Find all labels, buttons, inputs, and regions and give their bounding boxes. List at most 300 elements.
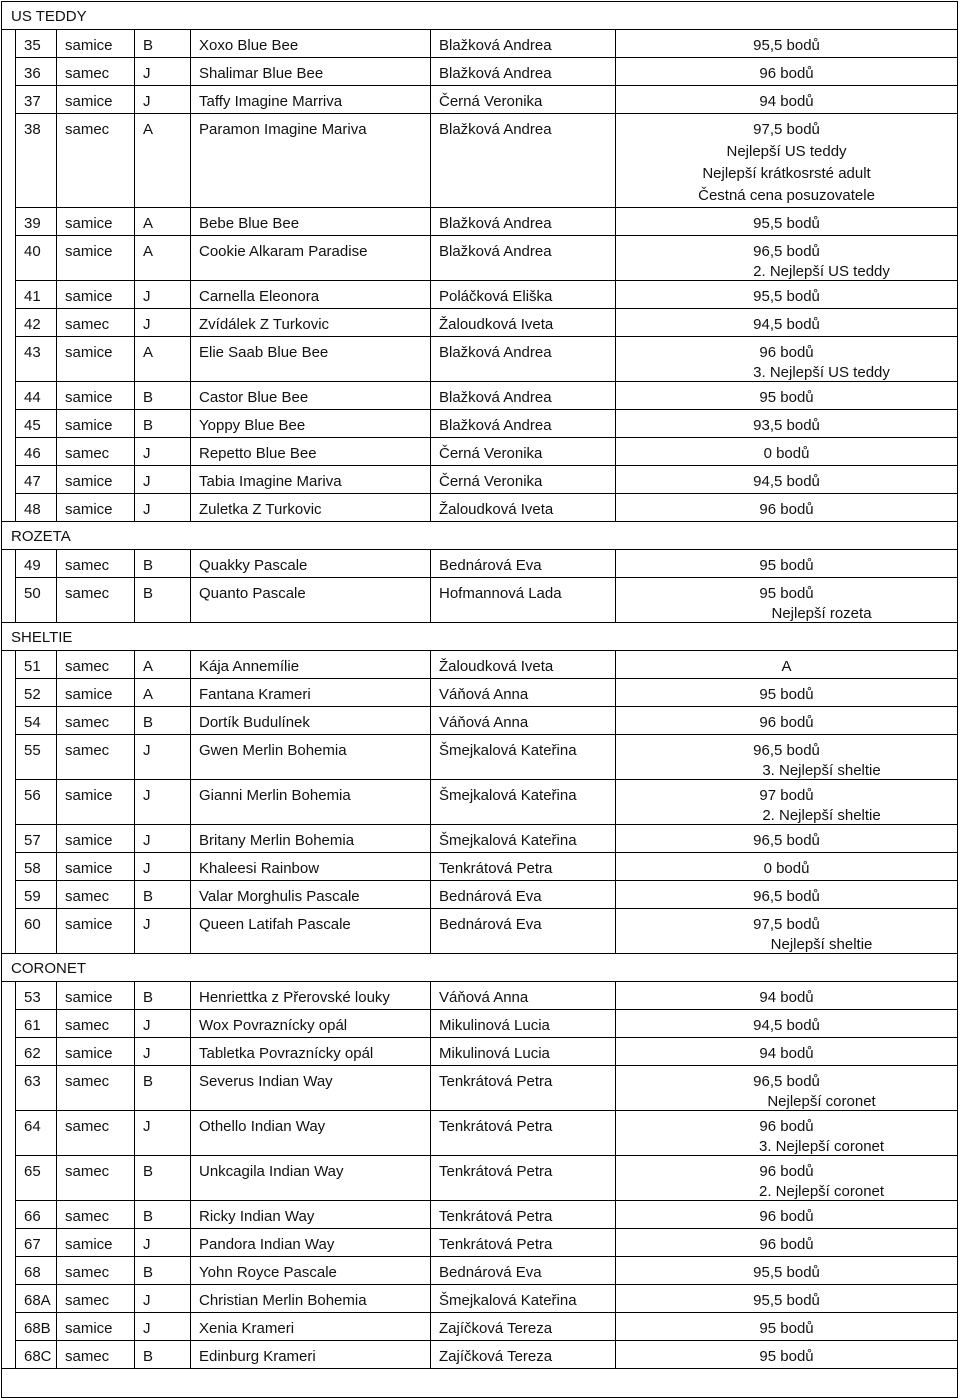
animal-name: Cookie Alkaram Paradise <box>191 236 431 281</box>
table-row <box>2 438 958 466</box>
animal-name: Carnella Eleonora <box>191 281 431 309</box>
indent-cell <box>2 909 16 954</box>
owner-name: Tenkrátová Petra <box>431 1156 616 1201</box>
entry-number: 58 <box>16 853 57 881</box>
sex-cell: samice <box>57 86 135 114</box>
result-cell <box>616 982 958 1010</box>
class-cell: J <box>135 466 191 494</box>
result-cell <box>616 679 958 707</box>
indent-cell <box>2 309 16 337</box>
animal-name: Repetto Blue Bee <box>191 438 431 466</box>
result-cell <box>616 236 958 281</box>
entry-number: 38 <box>16 114 57 208</box>
result-cell <box>616 825 958 853</box>
class-cell: B <box>135 1341 191 1369</box>
sex-cell: samec <box>57 1257 135 1285</box>
sex-cell: samice <box>57 825 135 853</box>
animal-name: Christian Merlin Bohemia <box>191 1285 431 1313</box>
score-text: 96,5 bodů <box>753 1073 820 1090</box>
class-cell: J <box>135 86 191 114</box>
owner-name: Tenkrátová Petra <box>431 1201 616 1229</box>
entry-number: 68A <box>16 1285 57 1313</box>
award-text: Nejlepší coronet <box>767 1093 876 1110</box>
indent-cell <box>2 1201 16 1229</box>
sex-cell: samec <box>57 58 135 86</box>
sex-cell: samec <box>57 550 135 578</box>
award-text: Nejlepší sheltie <box>770 936 873 953</box>
entry-number: 45 <box>16 410 57 438</box>
score-text: 94,5 bodů <box>753 1017 820 1034</box>
entry-number: 44 <box>16 382 57 410</box>
entry-number: 35 <box>16 30 57 58</box>
table-row <box>2 382 958 410</box>
table-row <box>2 578 958 623</box>
owner-name: Šmejkalová Kateřina <box>431 735 616 780</box>
owner-name: Váňová Anna <box>431 707 616 735</box>
score-text: 96,5 bodů <box>753 832 820 849</box>
table-row <box>2 1341 958 1369</box>
sex-cell: samice <box>57 466 135 494</box>
entry-number: 51 <box>16 651 57 679</box>
score-text: 96,5 bodů <box>753 742 820 759</box>
owner-name: Šmejkalová Kateřina <box>431 1285 616 1313</box>
result-cell <box>616 578 958 623</box>
class-cell: B <box>135 982 191 1010</box>
owner-name: Poláčková Eliška <box>431 281 616 309</box>
score-text: 97,5 bodů <box>753 121 820 138</box>
entry-number: 39 <box>16 208 57 236</box>
result-cell <box>616 309 958 337</box>
class-cell: B <box>135 30 191 58</box>
sex-cell: samec <box>57 1010 135 1038</box>
animal-name: Xoxo Blue Bee <box>191 30 431 58</box>
score-text: 94,5 bodů <box>753 316 820 333</box>
entry-number: 46 <box>16 438 57 466</box>
owner-name: Váňová Anna <box>431 982 616 1010</box>
owner-name: Bednárová Eva <box>431 909 616 954</box>
entry-number: 62 <box>16 1038 57 1066</box>
table-row <box>2 208 958 236</box>
animal-name: Kája Annemílie <box>191 651 431 679</box>
indent-cell <box>2 1038 16 1066</box>
animal-name: Queen Latifah Pascale <box>191 909 431 954</box>
class-cell: J <box>135 1313 191 1341</box>
table-row <box>2 466 958 494</box>
indent-cell <box>2 30 16 58</box>
sex-cell: samice <box>57 780 135 825</box>
award-text: 3. Nejlepší sheltie <box>762 762 881 779</box>
owner-name: Bednárová Eva <box>431 881 616 909</box>
owner-name: Černá Veronika <box>431 466 616 494</box>
table-row <box>2 679 958 707</box>
section-title: SHELTIE <box>2 623 958 651</box>
score-text: A <box>781 658 792 675</box>
sex-cell: samec <box>57 1111 135 1156</box>
animal-name: Ricky Indian Way <box>191 1201 431 1229</box>
score-text: 96 bodů <box>759 1236 814 1253</box>
animal-name: Shalimar Blue Bee <box>191 58 431 86</box>
animal-name: Fantana Krameri <box>191 679 431 707</box>
class-cell: J <box>135 309 191 337</box>
indent-cell <box>2 86 16 114</box>
owner-name: Tenkrátová Petra <box>431 853 616 881</box>
score-text: 97,5 bodů <box>753 916 820 933</box>
indent-cell <box>2 982 16 1010</box>
owner-name: Blažková Andrea <box>431 114 616 208</box>
table-row <box>2 1156 958 1201</box>
results-table-body <box>2 2 958 1398</box>
class-cell: A <box>135 208 191 236</box>
indent-cell <box>2 853 16 881</box>
entry-number: 66 <box>16 1201 57 1229</box>
score-text: 96 bodů <box>759 344 814 361</box>
animal-name: Xenia Krameri <box>191 1313 431 1341</box>
sex-cell: samec <box>57 707 135 735</box>
entry-number: 40 <box>16 236 57 281</box>
animal-name: Zuletka Z Turkovic <box>191 494 431 522</box>
entry-number: 59 <box>16 881 57 909</box>
indent-cell <box>2 1229 16 1257</box>
score-text: 94 bodů <box>759 93 814 110</box>
sex-cell: samice <box>57 1038 135 1066</box>
indent-cell <box>2 438 16 466</box>
table-row <box>2 982 958 1010</box>
result-cell <box>616 651 958 679</box>
entry-number: 49 <box>16 550 57 578</box>
table-row <box>2 337 958 382</box>
score-text: 96 bodů <box>759 65 814 82</box>
entry-number: 50 <box>16 578 57 623</box>
class-cell: A <box>135 236 191 281</box>
table-row <box>2 281 958 309</box>
sex-cell: samec <box>57 309 135 337</box>
animal-name: Yohn Royce Pascale <box>191 1257 431 1285</box>
owner-name: Bednárová Eva <box>431 1257 616 1285</box>
owner-name: Tenkrátová Petra <box>431 1066 616 1111</box>
result-cell <box>616 1201 958 1229</box>
score-text: 96 bodů <box>759 1163 814 1180</box>
score-text: 93,5 bodů <box>753 417 820 434</box>
award-text: 3. Nejlepší US teddy <box>753 364 890 381</box>
score-text: 95 bodů <box>759 585 814 602</box>
award-text: 2. Nejlepší sheltie <box>762 807 881 824</box>
score-text: 95 bodů <box>759 1348 814 1365</box>
class-cell: B <box>135 881 191 909</box>
animal-name: Quanto Pascale <box>191 578 431 623</box>
indent-cell <box>2 1156 16 1201</box>
owner-name: Žaloudková Iveta <box>431 651 616 679</box>
class-cell: B <box>135 1066 191 1111</box>
animal-name: Severus Indian Way <box>191 1066 431 1111</box>
animal-name: Tabia Imagine Mariva <box>191 466 431 494</box>
owner-name: Žaloudková Iveta <box>431 494 616 522</box>
class-cell: J <box>135 438 191 466</box>
sex-cell: samec <box>57 881 135 909</box>
entry-number: 43 <box>16 337 57 382</box>
indent-cell <box>2 1285 16 1313</box>
class-cell: A <box>135 679 191 707</box>
sex-cell: samice <box>57 410 135 438</box>
result-cell <box>616 208 958 236</box>
animal-name: Henriettka z Přerovské louky <box>191 982 431 1010</box>
score-text: 95 bodů <box>759 389 814 406</box>
table-row <box>2 780 958 825</box>
sex-cell: samec <box>57 1285 135 1313</box>
animal-name: Unkcagila Indian Way <box>191 1156 431 1201</box>
indent-cell <box>2 236 16 281</box>
sex-cell: samec <box>57 578 135 623</box>
sex-cell: samice <box>57 382 135 410</box>
award-text: 2. Nejlepší coronet <box>758 1183 885 1200</box>
indent-cell <box>2 1010 16 1038</box>
result-cell <box>616 707 958 735</box>
section-header-row <box>2 522 958 550</box>
score-text: 0 bodů <box>763 860 810 877</box>
score-text: 97 bodů <box>759 787 814 804</box>
entry-number: 47 <box>16 466 57 494</box>
result-cell <box>616 1313 958 1341</box>
indent-cell <box>2 410 16 438</box>
indent-cell <box>2 735 16 780</box>
section-title: US TEDDY <box>2 2 958 30</box>
class-cell: J <box>135 735 191 780</box>
entry-number: 36 <box>16 58 57 86</box>
animal-name: Gwen Merlin Bohemia <box>191 735 431 780</box>
table-row <box>2 58 958 86</box>
results-table <box>1 1 958 1398</box>
owner-name: Blažková Andrea <box>431 30 616 58</box>
animal-name: Quakky Pascale <box>191 550 431 578</box>
score-text: 96 bodů <box>759 1208 814 1225</box>
score-text: 95,5 bodů <box>753 288 820 305</box>
class-cell: J <box>135 494 191 522</box>
entry-number: 68B <box>16 1313 57 1341</box>
sex-cell: samice <box>57 30 135 58</box>
class-cell: J <box>135 1111 191 1156</box>
owner-name: Blažková Andrea <box>431 58 616 86</box>
class-cell: J <box>135 825 191 853</box>
result-cell <box>616 1229 958 1257</box>
score-text: 94 bodů <box>759 989 814 1006</box>
table-row <box>2 825 958 853</box>
sex-cell: samice <box>57 494 135 522</box>
entry-number: 67 <box>16 1229 57 1257</box>
score-text: 96 bodů <box>759 1118 814 1135</box>
result-cell <box>616 1341 958 1369</box>
sex-cell: samice <box>57 1229 135 1257</box>
score-text: 96 bodů <box>759 714 814 731</box>
animal-name: Othello Indian Way <box>191 1111 431 1156</box>
class-cell: A <box>135 651 191 679</box>
animal-name: Valar Morghulis Pascale <box>191 881 431 909</box>
entry-number: 42 <box>16 309 57 337</box>
indent-cell <box>2 780 16 825</box>
table-row <box>2 30 958 58</box>
owner-name: Blažková Andrea <box>431 208 616 236</box>
class-cell: J <box>135 1285 191 1313</box>
animal-name: Elie Saab Blue Bee <box>191 337 431 382</box>
indent-cell <box>2 281 16 309</box>
owner-name: Mikulinová Lucia <box>431 1038 616 1066</box>
table-row <box>2 853 958 881</box>
sex-cell: samec <box>57 114 135 208</box>
score-text: 95,5 bodů <box>753 37 820 54</box>
result-cell <box>616 1010 958 1038</box>
entry-number: 63 <box>16 1066 57 1111</box>
table-row <box>2 909 958 954</box>
class-cell: B <box>135 1257 191 1285</box>
indent-cell <box>2 1066 16 1111</box>
result-cell <box>616 466 958 494</box>
class-cell: A <box>135 337 191 382</box>
class-cell: J <box>135 58 191 86</box>
class-cell: J <box>135 780 191 825</box>
class-cell: B <box>135 578 191 623</box>
indent-cell <box>2 881 16 909</box>
table-row <box>2 1257 958 1285</box>
indent-cell <box>2 1313 16 1341</box>
indent-cell <box>2 337 16 382</box>
indent-cell <box>2 578 16 623</box>
owner-name: Tenkrátová Petra <box>431 1111 616 1156</box>
award-text: 2. Nejlepší US teddy <box>753 263 890 280</box>
class-cell: B <box>135 707 191 735</box>
sex-cell: samice <box>57 337 135 382</box>
table-row <box>2 707 958 735</box>
result-cell <box>616 1156 958 1201</box>
sex-cell: samec <box>57 1156 135 1201</box>
result-cell <box>616 1285 958 1313</box>
result-cell <box>616 1257 958 1285</box>
class-cell: J <box>135 1010 191 1038</box>
indent-cell <box>2 1111 16 1156</box>
result-cell <box>616 853 958 881</box>
entry-number: 68C <box>16 1341 57 1369</box>
result-cell <box>616 438 958 466</box>
owner-name: Blažková Andrea <box>431 337 616 382</box>
owner-name: Šmejkalová Kateřina <box>431 825 616 853</box>
owner-name: Černá Veronika <box>431 438 616 466</box>
owner-name: Černá Veronika <box>431 86 616 114</box>
entry-number: 61 <box>16 1010 57 1038</box>
result-cell <box>616 114 958 208</box>
indent-cell <box>2 550 16 578</box>
indent-cell <box>2 494 16 522</box>
score-text: 95 bodů <box>759 1320 814 1337</box>
class-cell: B <box>135 1156 191 1201</box>
table-row <box>2 410 958 438</box>
section-header-row <box>2 954 958 982</box>
section-header-row <box>2 623 958 651</box>
animal-name: Bebe Blue Bee <box>191 208 431 236</box>
table-row <box>2 1201 958 1229</box>
animal-name: Khaleesi Rainbow <box>191 853 431 881</box>
table-row <box>2 86 958 114</box>
score-text: 94,5 bodů <box>753 473 820 490</box>
award-text: Nejlepší US teddy <box>726 143 847 160</box>
result-cell <box>616 382 958 410</box>
owner-name: Blažková Andrea <box>431 382 616 410</box>
table-row <box>2 1010 958 1038</box>
animal-name: Paramon Imagine Mariva <box>191 114 431 208</box>
animal-name: Dortík Budulínek <box>191 707 431 735</box>
animal-name: Edinburg Krameri <box>191 1341 431 1369</box>
sex-cell: samec <box>57 651 135 679</box>
sex-cell: samec <box>57 1341 135 1369</box>
table-row <box>2 1038 958 1066</box>
entry-number: 37 <box>16 86 57 114</box>
table-row <box>2 1285 958 1313</box>
table-row <box>2 881 958 909</box>
owner-name: Tenkrátová Petra <box>431 1229 616 1257</box>
result-cell <box>616 281 958 309</box>
owner-name: Blažková Andrea <box>431 410 616 438</box>
score-text: 94 bodů <box>759 1045 814 1062</box>
class-cell: J <box>135 853 191 881</box>
table-row <box>2 735 958 780</box>
indent-cell <box>2 382 16 410</box>
score-text: 96,5 bodů <box>753 888 820 905</box>
table-row <box>2 651 958 679</box>
entry-number: 65 <box>16 1156 57 1201</box>
entry-number: 60 <box>16 909 57 954</box>
sex-cell: samec <box>57 438 135 466</box>
result-cell <box>616 410 958 438</box>
animal-name: Wox Povraznícky opál <box>191 1010 431 1038</box>
entry-number: 55 <box>16 735 57 780</box>
score-text: 96,5 bodů <box>753 243 820 260</box>
section-title: CORONET <box>2 954 958 982</box>
entry-number: 57 <box>16 825 57 853</box>
award-text: Nejlepší rozeta <box>771 605 872 622</box>
indent-cell <box>2 679 16 707</box>
indent-cell <box>2 1341 16 1369</box>
indent-cell <box>2 707 16 735</box>
indent-cell <box>2 114 16 208</box>
entry-number: 54 <box>16 707 57 735</box>
result-cell <box>616 909 958 954</box>
sex-cell: samec <box>57 1066 135 1111</box>
award-text: Nejlepší krátkosrsté adult <box>702 165 871 182</box>
entry-number: 53 <box>16 982 57 1010</box>
sex-cell: samice <box>57 853 135 881</box>
owner-name: Zajíčková Tereza <box>431 1313 616 1341</box>
indent-cell <box>2 825 16 853</box>
animal-name: Yoppy Blue Bee <box>191 410 431 438</box>
result-cell <box>616 30 958 58</box>
score-text: 95 bodů <box>759 557 814 574</box>
class-cell: J <box>135 1038 191 1066</box>
indent-cell <box>2 651 16 679</box>
table-row <box>2 309 958 337</box>
owner-name: Bednárová Eva <box>431 550 616 578</box>
entry-number: 52 <box>16 679 57 707</box>
sex-cell: samice <box>57 236 135 281</box>
section-header-row <box>2 2 958 30</box>
sex-cell: samice <box>57 679 135 707</box>
animal-name: Pandora Indian Way <box>191 1229 431 1257</box>
owner-name: Šmejkalová Kateřina <box>431 780 616 825</box>
owner-name: Váňová Anna <box>431 679 616 707</box>
result-cell <box>616 881 958 909</box>
result-cell <box>616 1038 958 1066</box>
class-cell: B <box>135 550 191 578</box>
award-text: Čestná cena posuzovatele <box>698 187 875 204</box>
table-row <box>2 236 958 281</box>
class-cell: B <box>135 410 191 438</box>
result-cell <box>616 735 958 780</box>
sex-cell: samice <box>57 982 135 1010</box>
